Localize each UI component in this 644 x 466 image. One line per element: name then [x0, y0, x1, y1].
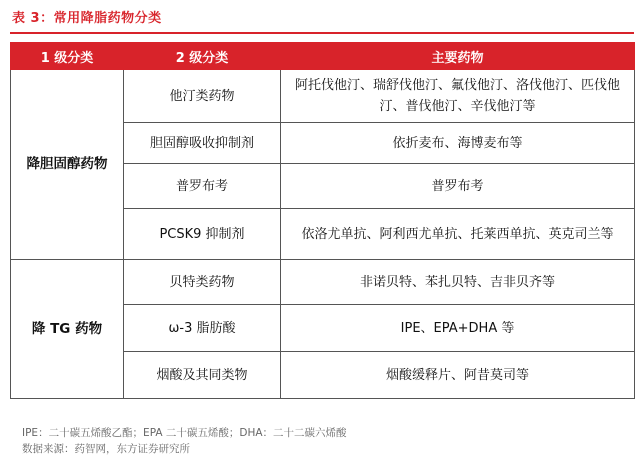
level2-cell: 贝特类药物	[124, 260, 281, 305]
level2-cell: 烟酸及其同类物	[124, 352, 281, 399]
drugs-cell: 阿托伐他汀、瑞舒伐他汀、氟伐他汀、洛伐他汀、匹伐他汀、普伐他汀、辛伐他汀等	[281, 70, 635, 123]
level2-cell: PCSK9 抑制剂	[124, 209, 281, 260]
level2-cell: ω-3 脂肪酸	[124, 305, 281, 352]
drugs-cell: 非诺贝特、苯扎贝特、吉非贝齐等	[281, 260, 635, 305]
document	[10, 6, 634, 399]
level1-cholesterol-cell: 降胆固醇药物	[11, 70, 124, 260]
title-divider	[10, 32, 634, 34]
drugs-cell: 普罗布考	[281, 164, 635, 209]
header-drugs: 主要药物	[281, 43, 635, 70]
abbreviation-note: IPE：二十碳五烯酸乙酯；EPA 二十碳五烯酸；DHA：二十二碳六烯酸	[22, 427, 347, 439]
drugs-cell: 烟酸缓释片、阿昔莫司等	[281, 352, 635, 399]
table-row	[11, 70, 635, 123]
level2-cell: 普罗布考	[124, 164, 281, 209]
header-level2: 2 级分类	[124, 43, 281, 70]
table-title: 表 3：常用降脂药物分类	[12, 11, 162, 26]
drugs-cell: IPE、EPA+DHA 等	[281, 305, 635, 352]
level2-cell: 他汀类药物	[124, 70, 281, 123]
drug-classification-table	[10, 42, 635, 399]
level2-cell: 胆固醇吸收抑制剂	[124, 123, 281, 164]
level1-tg-cell: 降 TG 药物	[11, 260, 124, 399]
source-note: 数据来源：药智网，东方证券研究所	[22, 443, 190, 455]
header-level1: 1 级分类	[11, 43, 124, 70]
table-header-row	[11, 43, 635, 70]
drugs-cell: 依洛尤单抗、阿利西尤单抗、托莱西单抗、英克司兰等	[281, 209, 635, 260]
table-row	[11, 260, 635, 305]
drugs-cell: 依折麦布、海博麦布等	[281, 123, 635, 164]
